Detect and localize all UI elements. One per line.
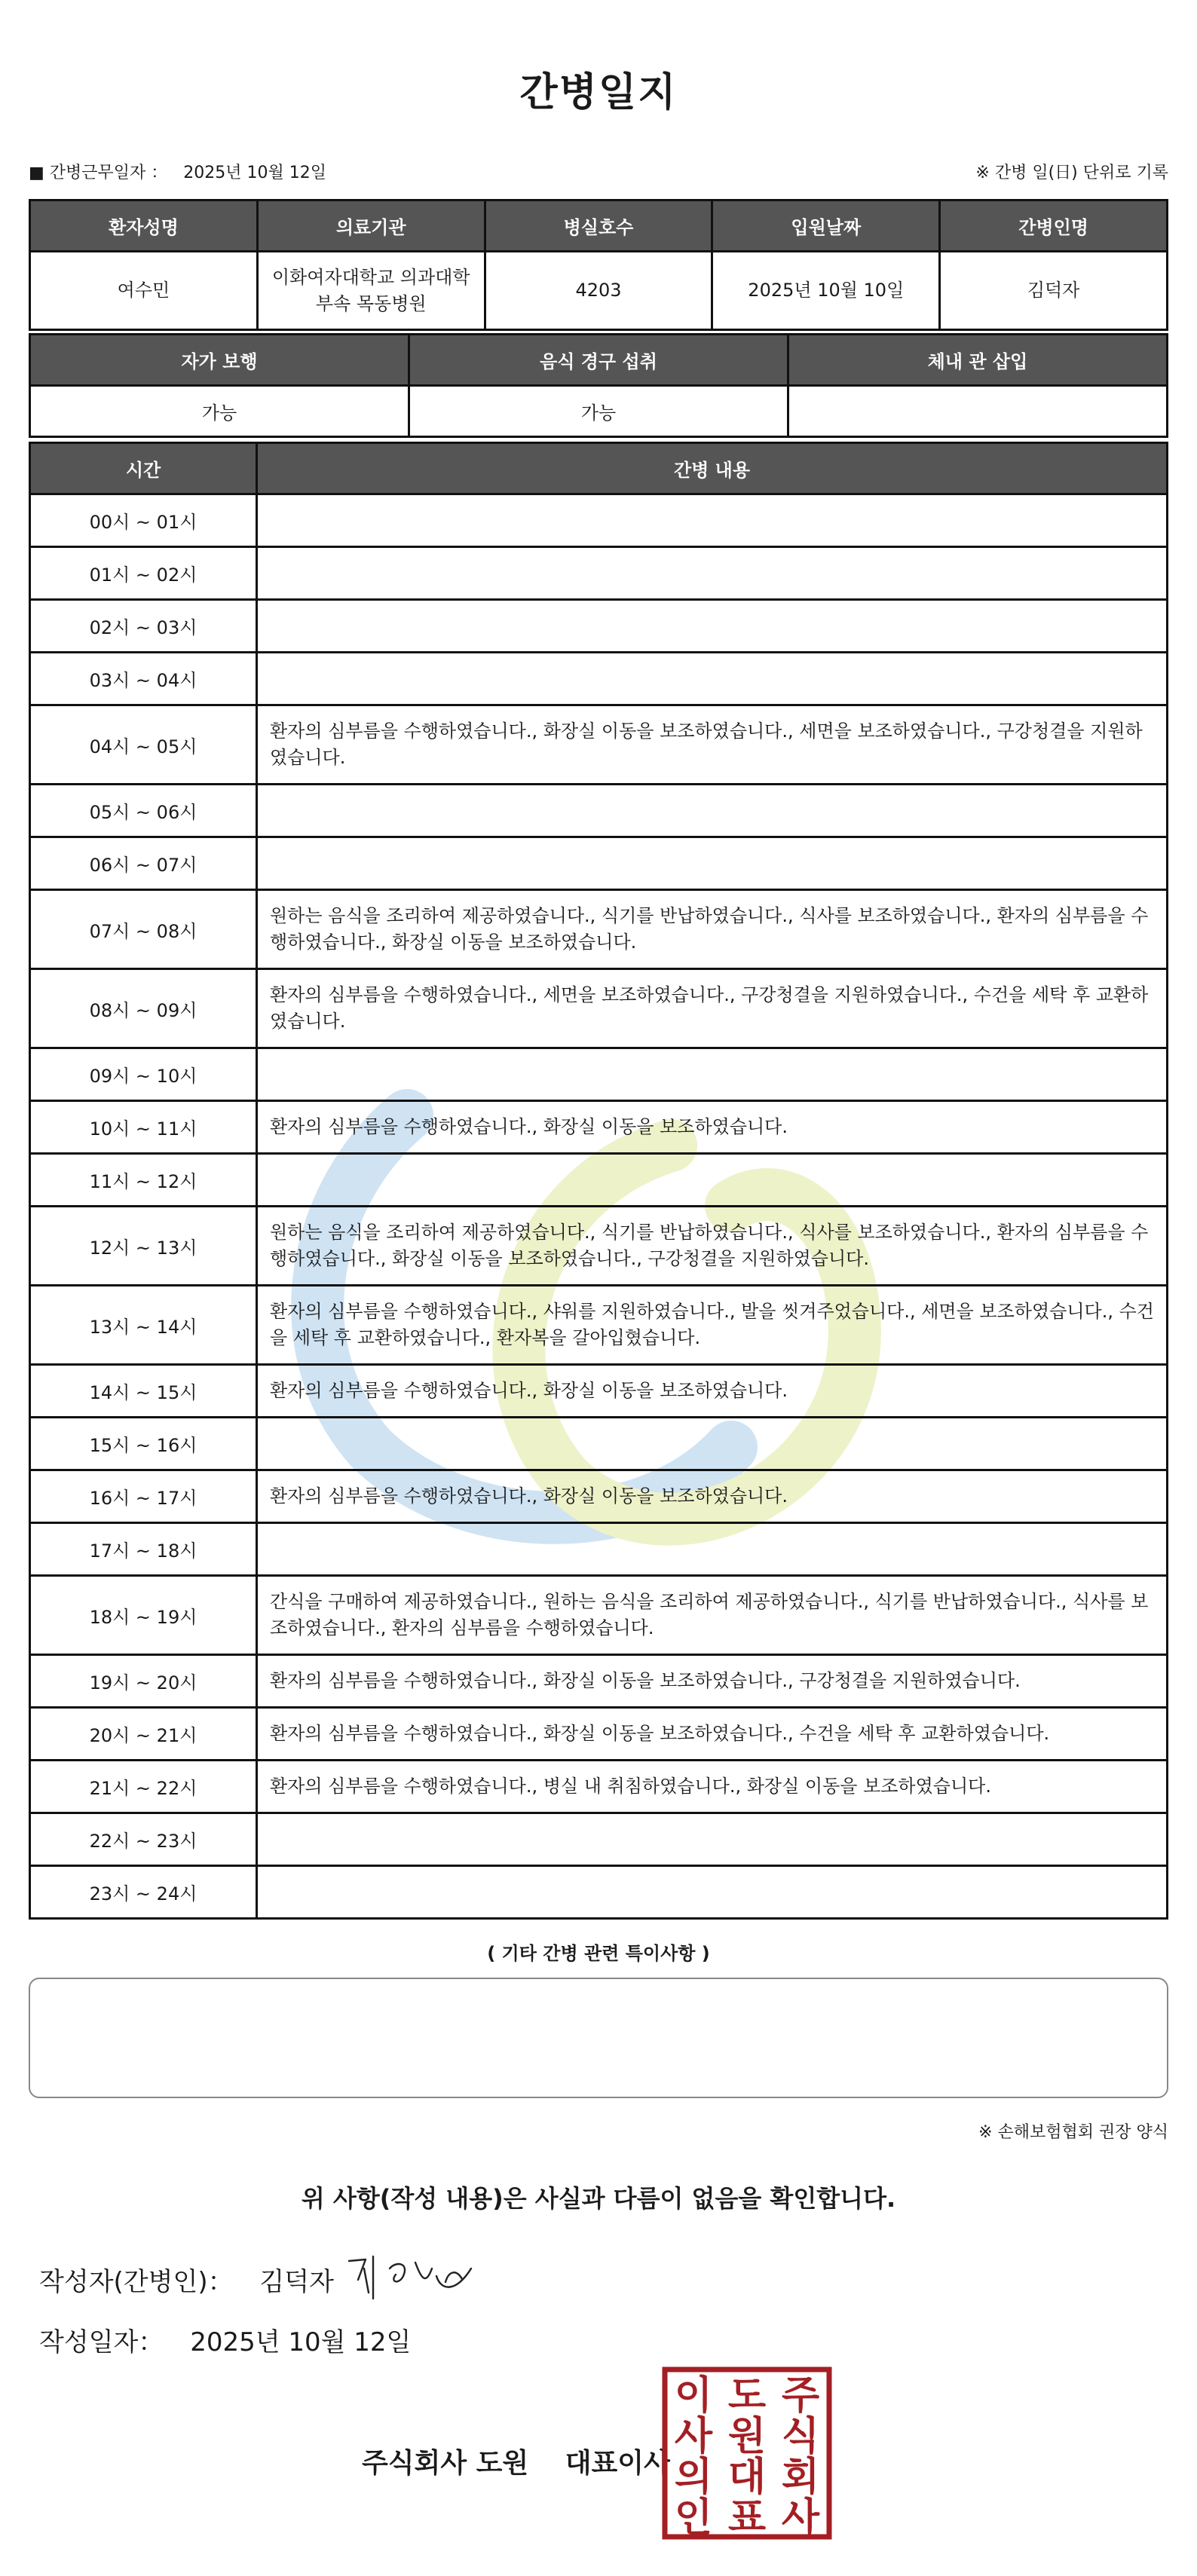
header-institution: 의료기관 <box>257 200 485 252</box>
log-time: 19시 ~ 20시 <box>30 1655 257 1708</box>
log-content: 환자의 심부름을 수행하였습니다., 세면을 보조하였습니다., 구강청결을 지원하였습니다., 수건을 세탁 후 교환하였습니다. <box>257 969 1168 1048</box>
admission-date: 2025년 10월 10일 <box>712 252 940 330</box>
log-time: 00시 ~ 01시 <box>30 494 257 547</box>
log-time: 18시 ~ 19시 <box>30 1576 257 1655</box>
company-name: 주식회사 도원 <box>362 2448 529 2479</box>
institution <box>257 252 485 330</box>
work-date-line <box>29 160 326 183</box>
log-row <box>30 547 1168 600</box>
log-row <box>30 1048 1168 1101</box>
log-content: 환자의 심부름을 수행하였습니다., 화장실 이동을 보조하였습니다. <box>257 1470 1168 1523</box>
log-time: 17시 ~ 18시 <box>30 1523 257 1576</box>
log-time: 01시 ~ 02시 <box>30 547 257 600</box>
notes-label: ( 기타 간병 관련 특이사항 ) <box>487 1943 710 1964</box>
log-content <box>257 1048 1168 1101</box>
writer-name: 김덕자 <box>259 2267 334 2297</box>
log-time: 20시 ~ 21시 <box>30 1708 257 1761</box>
header-admission-date: 입원날짜 <box>712 200 940 252</box>
company-seal-stamp <box>662 2366 832 2540</box>
log-time: 14시 ~ 15시 <box>30 1365 257 1418</box>
recommend-note: ※ 손해보험협회 권장 양식 <box>978 2123 1168 2142</box>
seal-character: 주 <box>781 2373 820 2418</box>
log-row <box>30 1655 1168 1708</box>
log-content: 환자의 심부름을 수행하였습니다., 샤워를 지원하였습니다., 발을 씻겨주었습니다., 세면을 보조하였습니다., 수건을 세탁 후 교환하였습니다., 환자복을 갈아입혔습니다. <box>257 1286 1168 1365</box>
header-tube-insertion: 체내 관 삽입 <box>788 335 1168 386</box>
writer-label: 작성자(간병인)： <box>39 2267 234 2297</box>
log-header-row <box>30 443 1168 494</box>
log-row <box>30 1365 1168 1418</box>
tube-insertion-value <box>788 386 1168 437</box>
header-care-content: 간병 내용 <box>257 443 1168 494</box>
log-row <box>30 1761 1168 1813</box>
header-self-walking: 자가 보행 <box>30 335 409 386</box>
header-patient-name: 환자성명 <box>30 200 258 252</box>
seal-character: 인 <box>674 2495 713 2540</box>
log-row <box>30 494 1168 547</box>
log-time: 04시 ~ 05시 <box>30 705 257 785</box>
patient-status-table <box>29 333 1168 438</box>
write-date-value: 2025년 10월 12일 <box>190 2327 412 2357</box>
log-body <box>30 494 1168 1919</box>
log-row <box>30 1286 1168 1365</box>
log-time: 03시 ~ 04시 <box>30 653 257 705</box>
log-time: 21시 ~ 22시 <box>30 1761 257 1813</box>
log-content <box>257 1418 1168 1470</box>
seal-character: 원 <box>727 2414 767 2459</box>
log-row <box>30 653 1168 705</box>
log-row <box>30 1154 1168 1207</box>
log-time: 05시 ~ 06시 <box>30 785 257 837</box>
representative-title: 대표이사 <box>565 2448 670 2479</box>
seal-character: 대 <box>727 2455 767 2500</box>
write-date-label: 작성일자： <box>39 2327 164 2357</box>
log-row <box>30 1708 1168 1761</box>
institution-line2: 부속 목동병원 <box>315 292 427 314</box>
seal-character: 도 <box>727 2373 767 2418</box>
room-number: 4203 <box>485 252 712 330</box>
hourly-log-table <box>29 442 1168 1920</box>
log-content <box>257 1866 1168 1919</box>
seal-character: 의 <box>674 2455 713 2500</box>
handwritten-signature <box>343 2246 479 2306</box>
log-time: 16시 ~ 17시 <box>30 1470 257 1523</box>
notes-box <box>29 1978 1168 2098</box>
seal-character: 이 <box>674 2373 713 2418</box>
log-time: 23시 ~ 24시 <box>30 1866 257 1919</box>
caregiver-name: 김덕자 <box>940 252 1168 330</box>
log-time: 09시 ~ 10시 <box>30 1048 257 1101</box>
log-row <box>30 1101 1168 1154</box>
log-content: 환자의 심부름을 수행하였습니다., 화장실 이동을 보조하였습니다. <box>257 1101 1168 1154</box>
seal-character: 표 <box>727 2495 767 2540</box>
log-content: 환자의 심부름을 수행하였습니다., 화장실 이동을 보조하였습니다., 수건을 세탁 후 교환하였습니다. <box>257 1708 1168 1761</box>
log-content <box>257 494 1168 547</box>
log-time: 22시 ~ 23시 <box>30 1813 257 1866</box>
status-value-row <box>30 386 1168 437</box>
log-row <box>30 1576 1168 1655</box>
patient-info-value-row <box>30 252 1168 330</box>
writer-line <box>39 2261 334 2298</box>
header-time: 시간 <box>30 443 257 494</box>
log-time: 15시 ~ 16시 <box>30 1418 257 1470</box>
log-row <box>30 1813 1168 1866</box>
log-time: 02시 ~ 03시 <box>30 600 257 653</box>
log-row <box>30 705 1168 785</box>
status-header-row <box>30 335 1168 386</box>
patient-name: 여수민 <box>30 252 258 330</box>
work-date-label: ■ 간병근무일자 ： <box>29 164 168 182</box>
patient-info-header-row <box>30 200 1168 252</box>
log-time: 10시 ~ 11시 <box>30 1101 257 1154</box>
log-content: 원하는 음식을 조리하여 제공하였습니다., 식기를 반납하였습니다., 식사를 보조하였습니다., 환자의 심부름을 수행하였습니다., 화장실 이동을 보조하였습니다., 구강청결을 지원하였습니다. <box>257 1207 1168 1286</box>
log-content <box>257 1813 1168 1866</box>
log-content: 환자의 심부름을 수행하였습니다., 화장실 이동을 보조하였습니다. <box>257 1365 1168 1418</box>
log-row <box>30 1523 1168 1576</box>
log-time: 08시 ~ 09시 <box>30 969 257 1048</box>
header-caregiver-name: 간병인명 <box>940 200 1168 252</box>
log-row <box>30 1207 1168 1286</box>
seal-character: 사 <box>674 2414 713 2459</box>
log-time: 06시 ~ 07시 <box>30 837 257 890</box>
log-time: 11시 ~ 12시 <box>30 1154 257 1207</box>
seal-character: 식 <box>781 2414 820 2459</box>
confirm-statement: 위 사항(작성 내용)은 사실과 다름이 없음을 확인합니다. <box>301 2184 896 2213</box>
log-time: 07시 ~ 08시 <box>30 890 257 969</box>
seal-character: 회 <box>781 2455 820 2500</box>
log-content <box>257 547 1168 600</box>
work-date-value: 2025년 10월 12일 <box>183 164 327 182</box>
log-content: 원하는 음식을 조리하여 제공하였습니다., 식기를 반납하였습니다., 식사를 보조하였습니다., 환자의 심부름을 수행하였습니다., 화장실 이동을 보조하였습니다. <box>257 890 1168 969</box>
log-row <box>30 600 1168 653</box>
unit-note: ※ 간병 일(日) 단위로 기록 <box>975 164 1168 182</box>
seal-character: 사 <box>781 2495 820 2540</box>
log-content: 환자의 심부름을 수행하였습니다., 병실 내 취침하였습니다., 화장실 이동을 보조하였습니다. <box>257 1761 1168 1813</box>
header-room: 병실호수 <box>485 200 712 252</box>
oral-intake-value: 가능 <box>409 386 788 437</box>
log-content <box>257 837 1168 890</box>
log-content: 간식을 구매하여 제공하였습니다., 원하는 음식을 조리하여 제공하였습니다., 식기를 반납하였습니다., 식사를 보조하였습니다., 환자의 심부름을 수행하였습니다. <box>257 1576 1168 1655</box>
log-time: 13시 ~ 14시 <box>30 1286 257 1365</box>
log-row <box>30 1866 1168 1919</box>
log-content: 환자의 심부름을 수행하였습니다., 화장실 이동을 보조하였습니다., 구강청결을 지원하였습니다. <box>257 1655 1168 1708</box>
log-content <box>257 1523 1168 1576</box>
institution-line1: 이화여자대학교 의과대학 <box>271 266 470 288</box>
company-line <box>362 2442 670 2480</box>
self-walking-value: 가능 <box>30 386 409 437</box>
log-content <box>257 653 1168 705</box>
log-row <box>30 1418 1168 1470</box>
log-content <box>257 600 1168 653</box>
log-content: 환자의 심부름을 수행하였습니다., 화장실 이동을 보조하였습니다., 세면을 보조하였습니다., 구강청결을 지원하였습니다. <box>257 705 1168 785</box>
log-row <box>30 837 1168 890</box>
patient-info-table <box>29 199 1168 331</box>
log-content <box>257 785 1168 837</box>
write-date-line <box>39 2321 411 2358</box>
log-time: 12시 ~ 13시 <box>30 1207 257 1286</box>
header-oral-intake: 음식 경구 섭취 <box>409 335 788 386</box>
log-content <box>257 1154 1168 1207</box>
log-row <box>30 1470 1168 1523</box>
log-row <box>30 890 1168 969</box>
log-row <box>30 969 1168 1048</box>
page-title: 간병일지 <box>519 70 678 115</box>
log-row <box>30 785 1168 837</box>
